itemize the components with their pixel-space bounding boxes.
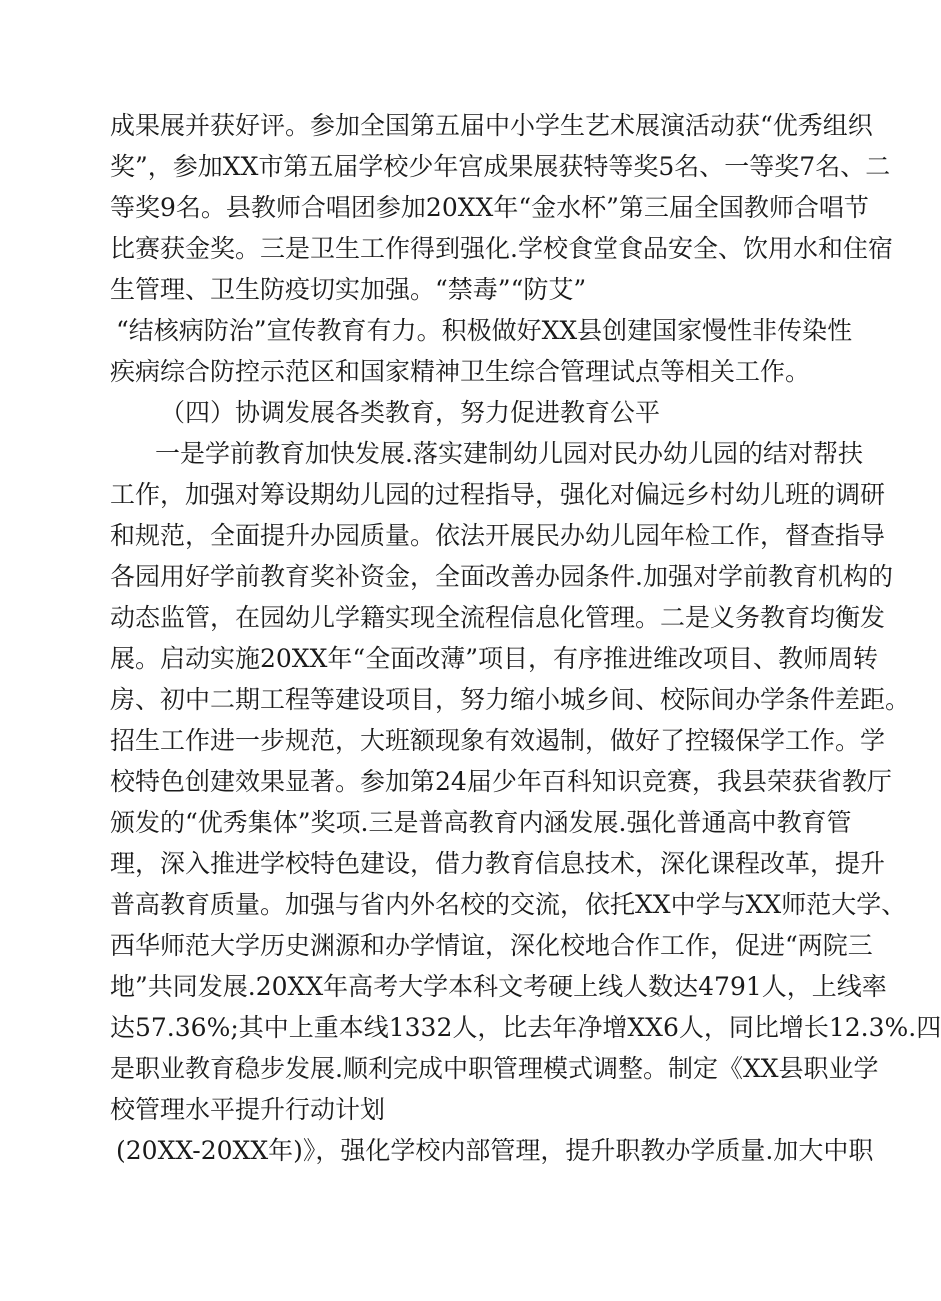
paragraph-line: 招生工作进一步规范，大班额现象有效遏制，做好了控辍保学工作。学 bbox=[110, 726, 886, 755]
paragraph-line: 是职业教育稳步发展.顺利完成中职管理模式调整。制定《XX县职业学 bbox=[110, 1054, 879, 1083]
paragraph-line: “结核病防治”宣传教育有力。积极做好XX县创建国家慢性非传染性 bbox=[116, 316, 853, 345]
paragraph-line: 成果展并获好评。参加全国第五届中小学生艺术展演活动获“优秀组织 bbox=[110, 111, 873, 140]
section-heading: （四）协调发展各类教育，努力促进教育公平 bbox=[160, 398, 661, 427]
paragraph-line: 校特色创建效果显著。参加第24届少年百科知识竞赛，我县荣获省教厅 bbox=[110, 767, 892, 796]
paragraph-line: 比赛获金奖。三是卫生工作得到强化.学校食堂食品安全、饮用水和住宿 bbox=[110, 234, 893, 263]
paragraph-line: 工作，加强对筹设期幼儿园的过程指导，强化对偏远乡村幼儿班的调研 bbox=[110, 480, 886, 509]
paragraph-line: 达57.36%;其中上重本线1332人，比去年净增XX6人，同比增长12.3%.四 bbox=[110, 1013, 941, 1042]
paragraph-line: 西华师范大学历史渊源和办学情谊，深化校地合作工作，促进“两院三 bbox=[110, 931, 873, 960]
paragraph-line: 动态监管，在园幼儿学籍实现全流程信息化管理。二是义务教育均衡发 bbox=[110, 603, 886, 632]
paragraph-line: 一是学前教育加快发展.落实建制幼儿园对民办幼儿园的结对帮扶 bbox=[155, 439, 863, 468]
paragraph-line: (20XX-20XX年)》，强化学校内部管理，提升职教办学质量.加大中职 bbox=[116, 1136, 874, 1165]
paragraph-line: 奖”，参加XX市第五届学校少年宫成果展获特等奖5名、一等奖7名、二 bbox=[110, 152, 891, 181]
paragraph-line: 展。启动实施20XX年“全面改薄”项目，有序推进维改项目、教师周转 bbox=[110, 644, 878, 673]
paragraph-line: 各园用好学前教育奖补资金，全面改善办园条件.加强对学前教育机构的 bbox=[110, 562, 893, 591]
paragraph-line: 等奖9名。县教师合唱团参加20XX年“金水杯”第三届全国教师合唱节 bbox=[110, 193, 869, 222]
paragraph-line: 地”共同发展.20XX年高考大学本科文考硬上线人数达4791人，上线率 bbox=[110, 972, 887, 1001]
paragraph-line: 生管理、卫生防疫切实加强。“禁毒”“防艾” bbox=[110, 275, 587, 304]
paragraph-line: 房、初中二期工程等建设项目，努力缩小城乡间、校际间办学条件差距。 bbox=[110, 685, 911, 714]
paragraph-line: 和规范，全面提升办园质量。依法开展民办幼儿园年检工作，督查指导 bbox=[110, 521, 886, 550]
paragraph-line: 颁发的“优秀集体”奖项.三是普高教育内涵发展.强化普通高中教育管 bbox=[110, 808, 852, 837]
paragraph-line: 校管理水平提升行动计划 bbox=[110, 1095, 386, 1124]
paragraph-line: 疾病综合防控示范区和国家精神卫生综合管理试点等相关工作。 bbox=[110, 357, 811, 386]
paragraph-line: 普高教育质量。加强与省内外名校的交流，依托XX中学与XX师范大学、 bbox=[110, 890, 907, 919]
paragraph-line: 理，深入推进学校特色建设，借力教育信息技术，深化课程改革，提升 bbox=[110, 849, 886, 878]
